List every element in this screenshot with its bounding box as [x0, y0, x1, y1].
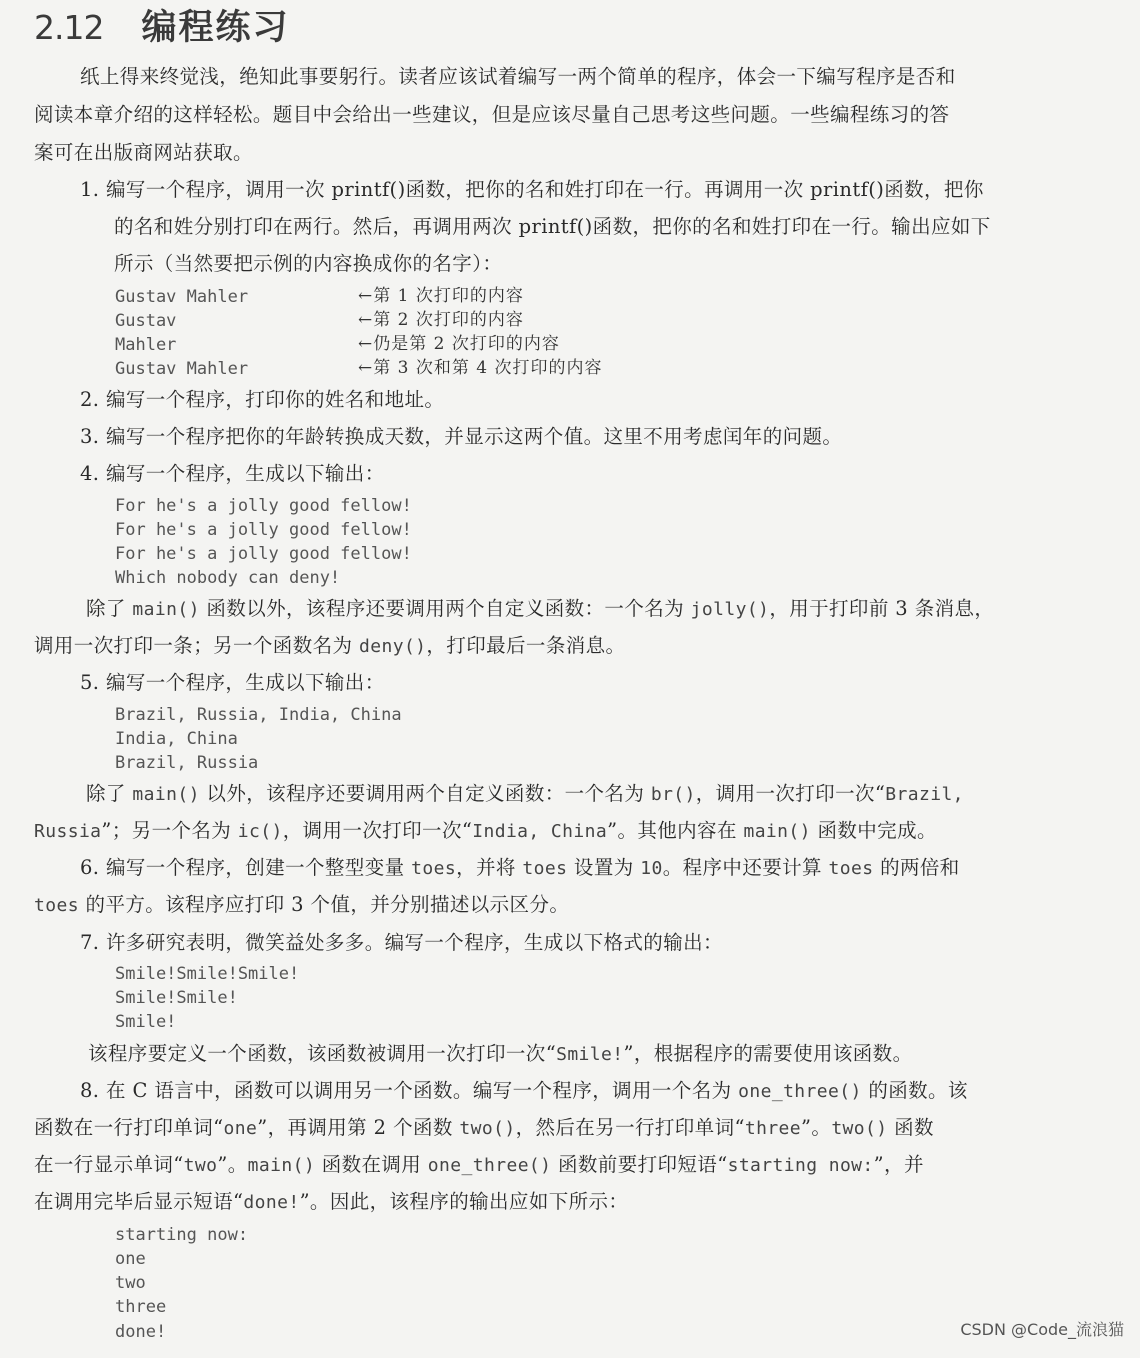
ex8-code-3: two [115, 1273, 146, 1293]
ex8-code-1: starting now: [115, 1225, 249, 1245]
ex1-code-1: Gustav Mahler [115, 287, 249, 307]
ex1-comment-1: ←第 1 次打印的内容 [358, 286, 524, 306]
ex5-code-2: India, China [115, 729, 238, 749]
ex8-line-2: 函数在一行打印单词“one”，再调用第 2 个函数 two()，然后在另一行打印单词“three”。two() 函数 [34, 1116, 934, 1139]
ex1-comment-3: ←仍是第 2 次打印的内容 [358, 334, 560, 354]
ex4-desc-1: 除了 main() 函数以外，该程序还要调用两个自定义函数：一个名为 jolly()，用于打印前 3 条消息， [86, 597, 995, 620]
ex1-line-1: 1. 编写一个程序，调用一次 printf()函数，把你的名和姓打印在一行。再调用一次 printf()函数，把你 [80, 178, 984, 201]
ex1-code-4: Gustav Mahler [115, 359, 249, 379]
ex1-code-3: Mahler [115, 335, 177, 355]
ex4-code-1: For he's a jolly good fellow! [115, 496, 412, 516]
ex8-line-4: 在调用完毕后显示短语“done!”。因此，该程序的输出应如下所示： [34, 1190, 629, 1213]
ex5-code-1: Brazil, Russia, India, China [115, 705, 402, 725]
ex1-comment-4: ←第 3 次和第 4 次打印的内容 [358, 358, 603, 378]
ex1-line-2: 的名和姓分别打印在两行。然后，再调用两次 printf()函数，把你的名和姓打印在一行。输出应如下 [114, 215, 991, 238]
ex6-line-2: toes 的平方。该程序应打印 3 个值，并分别描述以示区分。 [34, 893, 570, 916]
ex2-line: 2. 编写一个程序，打印你的姓名和地址。 [80, 388, 445, 411]
ex1-code-2: Gustav [115, 311, 177, 331]
ex8-code-2: one [115, 1249, 146, 1269]
ex6-line-1: 6. 编写一个程序，创建一个整型变量 toes，并将 toes 设置为 10。程序中还要计算 toes 的两倍和 [80, 856, 960, 879]
ex1-line-3: 所示（当然要把示例的内容换成你的名字）： [114, 252, 503, 275]
ex7-line: 7. 许多研究表明，微笑益处多多。编写一个程序，生成以下格式的输出： [80, 931, 723, 954]
ex8-line-1: 8. 在 C 语言中，函数可以调用另一个函数。编写一个程序，调用一个名为 one_three() 的函数。该 [80, 1079, 968, 1102]
ex5-line: 5. 编写一个程序，生成以下输出： [80, 671, 385, 694]
ex7-code-1: Smile!Smile!Smile! [115, 964, 300, 984]
ex4-code-2: For he's a jolly good fellow! [115, 520, 412, 540]
intro-line-2: 阅读本章介绍的这样轻松。题目中会给出一些建议，但是应该尽量自己思考这些问题。一些编程练习的答 [34, 103, 950, 126]
ex7-desc: 该程序要定义一个函数，该函数被调用一次打印一次“Smile!”，根据程序的需要使用该函数。 [88, 1042, 913, 1065]
ex5-desc-2: Russia”；另一个名为 ic()，调用一次打印一次“India, China”。其他内容在 main() 函数中完成。 [34, 819, 937, 842]
ex1-comment-2: ←第 2 次打印的内容 [358, 310, 524, 330]
watermark-credit: CSDN @Code_流浪猫 [960, 1320, 1124, 1339]
ex5-desc-1: 除了 main() 以外，该程序还要调用两个自定义函数：一个名为 br()，调用一次打印一次“Brazil, [86, 782, 964, 805]
ex7-code-2: Smile!Smile! [115, 988, 238, 1008]
ex4-desc-2: 调用一次打印一条；另一个函数名为 deny()，打印最后一条消息。 [34, 634, 626, 657]
ex3-line: 3. 编写一个程序把你的年龄转换成天数，并显示这两个值。这里不用考虑闰年的问题。 [80, 425, 843, 448]
ex5-code-3: Brazil, Russia [115, 753, 259, 773]
ex4-line: 4. 编写一个程序，生成以下输出： [80, 462, 385, 485]
section-number: 2.12 [34, 8, 104, 47]
section-title: 编程练习 [141, 8, 290, 48]
ex8-line-3: 在一行显示单词“two”。main() 函数在调用 one_three() 函数前要打印短语“starting now:”，并 [34, 1153, 924, 1176]
ex4-code-4: Which nobody can deny! [115, 568, 341, 588]
ex7-code-3: Smile! [115, 1012, 177, 1032]
ex8-code-5: done! [115, 1322, 167, 1342]
ex8-code-4: three [115, 1297, 167, 1317]
ex4-code-3: For he's a jolly good fellow! [115, 544, 412, 564]
intro-line-3: 案可在出版商网站获取。 [34, 141, 253, 164]
section-heading [34, 0, 290, 48]
intro-line-1: 纸上得来终觉浅，绝知此事要躬行。读者应该试着编写一两个简单的程序，体会一下编写程序是否和 [80, 65, 956, 88]
